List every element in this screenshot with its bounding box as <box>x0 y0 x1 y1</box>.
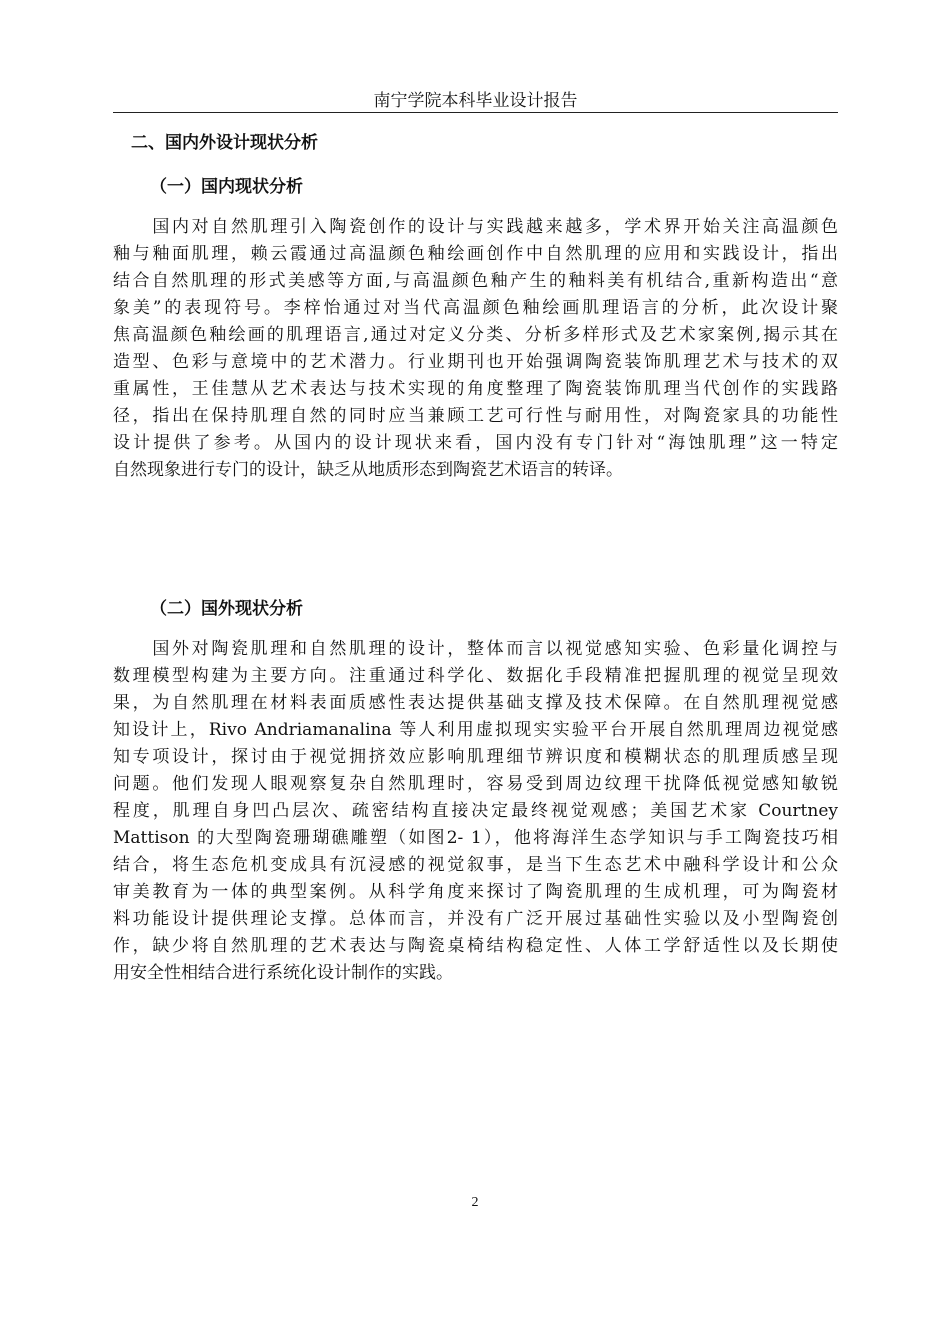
paragraph-line: 国外对陶瓷肌理和自然肌理的设计，整体而言以视觉感知实验、色彩量化调控与 <box>113 639 838 659</box>
paragraph-line: 焦高温颜色釉绘画的肌理语言,通过对定义分类、分析多样形式及艺术家案例,揭示其在 <box>113 325 838 345</box>
subsection-heading-domestic: （一）国内现状分析 <box>150 177 303 197</box>
paragraph-line: 数理模型构建为主要方向。注重通过科学化、数据化手段精准把握肌理的视觉呈现效 <box>113 666 838 686</box>
page-number: 2 <box>471 1195 479 1210</box>
paragraph-line: 知设计上，Rivo Andriamanalina 等人利用虚拟现实实验平台开展自然肌理周边视觉感 <box>113 720 838 740</box>
paragraph-line: 径，指出在保持肌理自然的同时应当兼顾工艺可行性与耐用性，对陶瓷家具的功能性 <box>113 406 838 426</box>
paragraph-line: 结合，将生态危机变成具有沉浸感的视觉叙事，是当下生态艺术中融科学设计和公众 <box>113 855 838 875</box>
section-heading: 二、国内外设计现状分析 <box>131 133 318 153</box>
paragraph-line: 造型、色彩与意境中的艺术潜力。行业期刊也开始强调陶瓷装饰肌理艺术与技术的双 <box>113 352 838 372</box>
paragraph-domestic <box>113 214 838 484</box>
paragraph-line: 自然现象进行专门的设计，缺乏从地质形态到陶瓷艺术语言的转译。 <box>113 460 623 480</box>
paragraph-line: 问题。他们发现人眼观察复杂自然肌理时，容易受到周边纹理干扰降低视觉感知敏锐 <box>113 774 838 794</box>
paragraph-line: Mattison 的大型陶瓷珊瑚礁雕塑（如图2- 1），他将海洋生态学知识与手工陶瓷技巧相 <box>113 828 838 848</box>
paragraph-line: 釉与釉面肌理，赖云霞通过高温颜色釉绘画创作中自然肌理的应用和实践设计，指出 <box>113 244 838 264</box>
page-header-title: 南宁学院本科毕业设计报告 <box>373 91 578 111</box>
paragraph-line: 国内对自然肌理引入陶瓷创作的设计与实践越来越多，学术界开始关注高温颜色 <box>113 217 838 237</box>
paragraph-line: 果，为自然肌理在材料表面质感性表达提供基础支撑及技术保障。在自然肌理视觉感 <box>113 693 838 713</box>
paragraph-line: 象美”的表现符号。李梓怡通过对当代高温颜色釉绘画肌理语言的分析，此次设计聚 <box>113 298 838 318</box>
subsection-heading-foreign: （二）国外现状分析 <box>150 599 303 619</box>
paragraph-line: 作，缺少将自然肌理的艺术表达与陶瓷桌椅结构稳定性、人体工学舒适性以及长期使 <box>113 936 838 956</box>
paragraph-line: 程度，肌理自身凹凸层次、疏密结构直接决定最终视觉观感；美国艺术家 Courtney <box>113 801 838 821</box>
paragraph-foreign <box>113 636 838 987</box>
paragraph-line: 设计提供了参考。从国内的设计现状来看，国内没有专门针对“海蚀肌理”这一特定 <box>113 433 838 453</box>
paragraph-line: 审美教育为一体的典型案例。从科学角度来探讨了陶瓷肌理的生成机理，可为陶瓷材 <box>113 882 838 902</box>
paragraph-line: 用安全性相结合进行系统化设计制作的实践。 <box>113 963 453 983</box>
paragraph-line: 结合自然肌理的形式美感等方面,与高温颜色釉产生的釉料美有机结合,重新构造出“意 <box>113 271 838 291</box>
paragraph-line: 知专项设计，探讨由于视觉拥挤效应影响肌理细节辨识度和模糊状态的肌理质感呈现 <box>113 747 838 767</box>
paragraph-line: 料功能设计提供理论支撑。总体而言，并没有广泛开展过基础性实验以及小型陶瓷创 <box>113 909 838 929</box>
paragraph-line: 重属性，王佳慧从艺术表达与技术实现的角度整理了陶瓷装饰肌理当代创作的实践路 <box>113 379 838 399</box>
header-divider <box>113 112 838 113</box>
